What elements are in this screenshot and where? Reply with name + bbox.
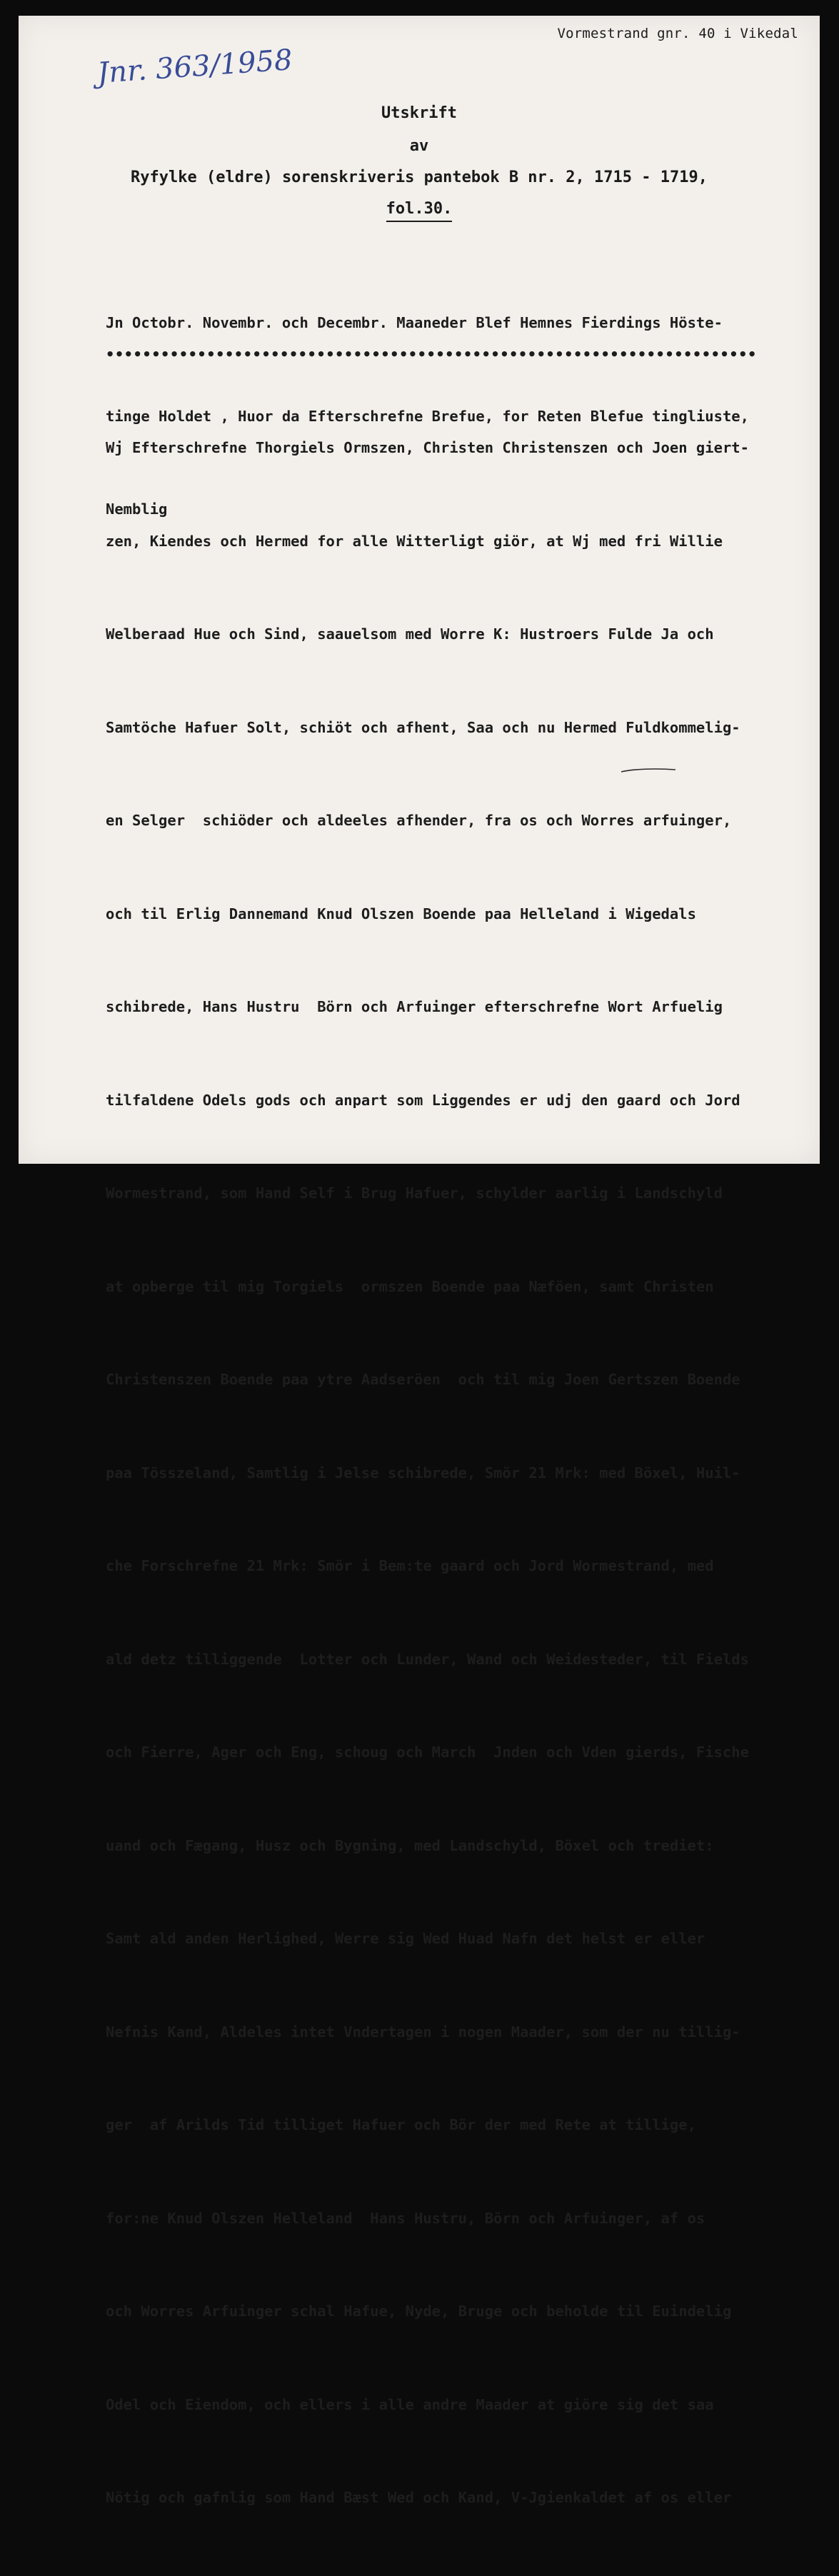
deed-line: zen, Kiendes och Hermed for alle Witterligt giör, at Wj med fri Willie [106, 532, 723, 550]
deed-line: och Worres Arfuinger schal Hafue, Nyde, Bruge och beholde til Euindelig [106, 2303, 732, 2320]
intro-line: Nemblig [106, 500, 168, 518]
document-page [19, 16, 820, 2506]
deed-line: Samtöche Hafuer Solt, schiöt och afhent, Saa och nu Hermed Fuldkommelig- [106, 718, 740, 736]
dotted-separator: ••••••••••••••••••••••••••••••••••••••••••••••••••••••••••••••••••••••• [106, 346, 757, 363]
deed-line: tilfaldene Odels gods och anpart som Liggendes er udj den gaard och Jord [106, 1091, 740, 1109]
deed-line: Wormestrand, som Hand Self i Brug Hafuer, schylder aarlig i Landschyld [106, 1184, 723, 1202]
deed-line: Wj Efterschrefne Thorgiels Ormszen, Christen Christenszen och Joen giert- [106, 439, 749, 456]
deed-text [106, 371, 802, 2576]
deed-line: Samt ald anden Herlighed, Werre sig Wed Huad Nafn det helst er eller [106, 1930, 705, 1947]
deed-line: schibrede, Hans Hustru Börn och Arfuinger efterschrefne Wort Arfuelig [106, 998, 723, 1015]
deed-line: och Fierre, Ager och Eng, schoug och March Jnden och Vden gierds, Fische [106, 1744, 749, 1761]
property-reference: Vormestrand gnr. 40 i Vikedal [557, 26, 798, 41]
deed-line: at opberge til mig Torgiels ormszen Boende paa Næföen, samt Christen [106, 1277, 714, 1295]
deed-line: Christenszen Boende paa ytre Aadseröen och til mig Joen Gertszen Boende [106, 1371, 740, 1388]
journal-number-text: Jnr. 363/1958 [96, 44, 293, 90]
deed-line: Welberaad Hue och Sind, saauelsom med Worre K: Hustroers Fulde Ja och [106, 625, 714, 643]
intro-line: Jn Octobr. Novembr. och Decembr. Maaneder Blef Hemnes Fierdings Höste- [106, 314, 723, 331]
document-title: Utskrift [381, 104, 457, 122]
pencil-underline-mark [620, 764, 677, 770]
deed-line: che Forschrefne 21 Mrk: Smör i Bem:te gaard och Jord Wormestrand, med [106, 1557, 714, 1574]
deed-line: Nefnis Kand, Aldeles intet Vndertagen i nogen Maader, som der nu tillig- [106, 2023, 740, 2041]
deed-line: och til Erlig Dannemand Knud Olszen Boende paa Helleland i Wigedals [106, 905, 696, 922]
source-title: Ryfylke (eldre) sorenskriveris pantebok B nr. 2, 1715 - 1719, [131, 168, 708, 186]
deed-line: Odel och Eiendom, och ellers i alle andre Maader at giöre sig det saa [106, 2395, 714, 2413]
deed-line: paa Tösszeland, Samtlig i Jelse schibrede, Smör 21 Mrk: med Böxel, Huil- [106, 1464, 740, 1481]
deed-line: uand och Fægang, Husz och Bygning, med Landschyld, Böxel och trediet: [106, 1836, 714, 1854]
title-connector: av [409, 137, 429, 155]
intro-line: tinge Holdet , Huor da Efterschrefne Brefue, for Reten Blefue tingliuste, [106, 407, 749, 425]
deed-line: en Selger schiöder och aldeeles afhender, fra os och Worres arfuinger, [106, 812, 732, 829]
deed-line: ger af Arilds Tid tilliget Hafuer och Bör der med Rete at tillige, [106, 2116, 696, 2133]
folio-label: fol.30. [386, 200, 453, 222]
deed-line: ald detz tilliggende Lotter och Lunder, Wand och Weidesteder, til Fields [106, 1650, 749, 1668]
deed-line: for:ne Knud Olszen Helleland Hans Hustru, Börn och Arfuinger, af os [106, 2209, 705, 2227]
folio-heading [19, 200, 820, 222]
deed-line: Nötig och gafnlig som Hand Bæst Wed och Kand, V-Jgienkaldet af os eller [106, 2489, 732, 2506]
